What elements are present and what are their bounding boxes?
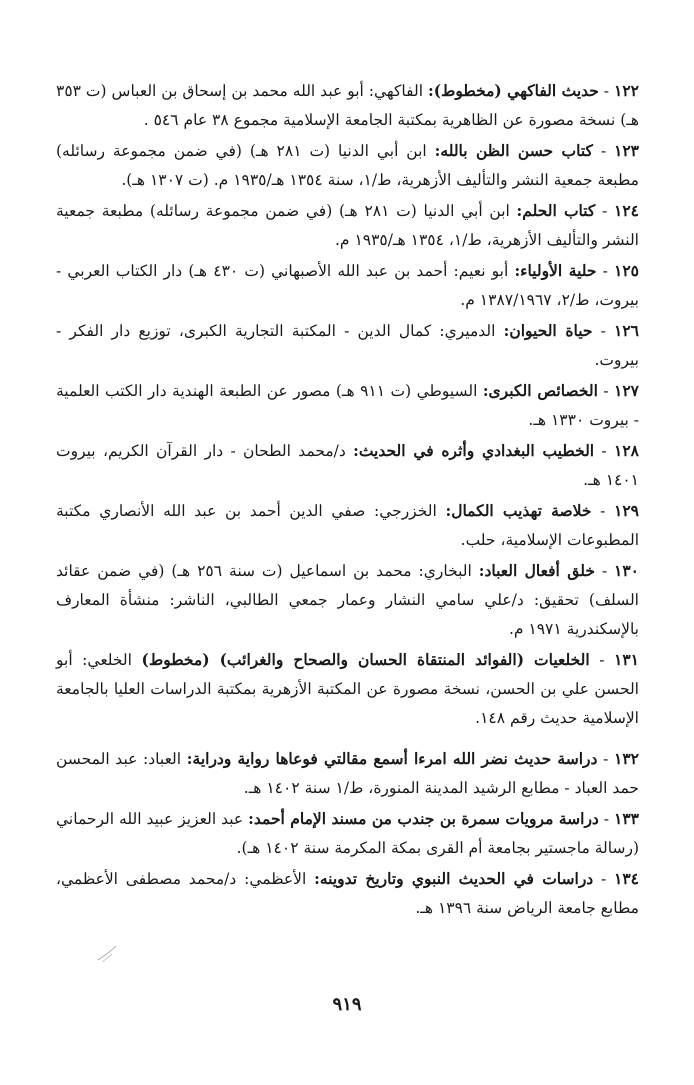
entry-127: ١٢٧ - الخصائص الكبرى: السيوطي (ت ٩١١ هـ) مصور عن الطبعة الهندية دار الكتب العلمية - بيروت ١٣٣٠ هـ. xyxy=(56,381,639,429)
entry-number: ١٢٤ xyxy=(614,201,639,220)
page-number: ٩١٩ xyxy=(332,994,362,1015)
entry-122: ١٢٢ - حديث الفاكهي (مخطوط): الفاكهي: أبو عبد الله محمد بن إسحاق بن العباس (ت ٣٥٣ هـ) نسخة مصورة عن الظاهرية بمكتبة الجامعة الإسلامية مجموع ٣٨ عام ٥٤٦ . xyxy=(56,81,639,129)
entry-text: د/محمد الطحان - دار القرآن الكريم، بيروت ١٤٠١ هـ. xyxy=(56,442,639,489)
entry-text: العباد: عبد المحسن حمد العباد - مطابع الرشيد المدينة المنورة، ط/١ سنة ١٤٠٢ هـ. xyxy=(56,750,639,797)
entry-131: ١٣١ - الخلعيات (الفوائد المنتقاة الحسان والصحاح والغرائب) (مخطوط) الخلعي: أبو الحسن علي بن الحسن، نسخة مصورة عن المكتبة الأزهرية بمكتبة الدراسات العليا بالجامعة الإسلامية حديث رقم ١٤٨. xyxy=(56,650,640,727)
entry-125: ١٢٥ - حلية الأولياء: أبو نعيم: أحمد بن عبد الله الأصبهاني (ت ٤٣٠ هـ) دار الكتاب العربي - بيروت، ط/٢، ١٣٨٧/١٩٦٧ م. xyxy=(56,261,640,309)
pencil-mark-icon xyxy=(96,942,118,964)
entry-number: ١٢٢ xyxy=(614,81,639,100)
entry-124: ١٢٤ - كتاب الحلم: ابن أبي الدنيا (ت ٢٨١ هـ) (في ضمن مجموعة رسائله) مطبعة جمعية النشر والتأليف الأزهرية، ط/١، ١٣٥٤ هـ/١٩٣٥ م. xyxy=(56,201,639,249)
entry-title: كتاب الحلم: xyxy=(516,201,596,220)
entry-title: حلية الأولياء: xyxy=(514,261,597,280)
entry-number: ١٣٢ xyxy=(614,749,639,768)
entry-text: ابن أبي الدنيا (ت ٢٨١ هـ) (في ضمن مجموعة رسائله) مطبعة جمعية النشر والتأليف الأزهرية، ط/١، سنة ١٣٥٤ هـ/١٩٣٥ م. (ت ١٣٠٧ هـ). xyxy=(56,142,639,189)
entry-128: ١٢٨ - الخطيب البغدادي وأثره في الحديث: د/محمد الطحان - دار القرآن الكريم، بيروت ١٤٠١ هـ. xyxy=(56,441,639,489)
entry-title: حياة الحيوان: xyxy=(503,321,593,340)
entry-number: ١٣٤ xyxy=(614,869,640,888)
entry-number: ١٣١ xyxy=(614,650,640,669)
entry-123: ١٢٣ - كتاب حسن الظن بالله: ابن أبي الدنيا (ت ٢٨١ هـ) (في ضمن مجموعة رسائله) مطبعة جمعية النشر والتأليف الأزهرية، ط/١، سنة ١٣٥٤ هـ/١٩٣٥ م. (ت ١٣٠٧ هـ). xyxy=(56,141,640,189)
entry-text: عبد العزيز عبيد الله الرحماني (رسالة ماجستير بجامعة أم القرى بمكة المكرمة سنة ١٤٠٢ هـ). xyxy=(56,810,639,857)
entry-title: الخطيب البغدادي وأثره في الحديث: xyxy=(353,441,595,460)
entry-text: ابن أبي الدنيا (ت ٢٨١ هـ) (في ضمن مجموعة رسائله) مطبعة جمعية النشر والتأليف الأزهرية، ط/١، ١٣٥٤ هـ/١٩٣٥ م. xyxy=(56,202,639,249)
entry-number: ١٣٣ xyxy=(614,809,639,828)
entry-130: ١٣٠ - خلق أفعال العباد: البخاري: محمد بن اسماعيل (ت سنة ٢٥٦ هـ) (في ضمن عقائد السلف) تحقيق: د/علي سامي النشار وعمار جمعي الطالبي، الناشر: منشأة المعارف بالإسكندرية ١٩٧١ م. xyxy=(56,561,640,638)
entry-number: ١٣٠ xyxy=(614,561,640,580)
entry-text: الدميري: كمال الدين - المكتبة التجارية الكبرى، توزيع دار الفكر - بيروت. xyxy=(56,322,639,369)
entry-text: الأعظمي: د/محمد مصطفى الأعظمي، مطابع جامعة الرياض سنة ١٣٩٦ هـ. xyxy=(56,870,639,917)
entry-133: ١٣٣ - دراسة مرويات سمرة بن جندب من مسند الإمام أحمد: عبد العزيز عبيد الله الرحماني (رسالة ماجستير بجامعة أم القرى بمكة المكرمة سنة ١٤٠٢ هـ). xyxy=(56,809,639,857)
bibliography-list xyxy=(56,76,639,924)
section-gap xyxy=(56,734,639,744)
entry-134: ١٣٤ - دراسات في الحديث النبوي وتاريخ تدوينه: الأعظمي: د/محمد مصطفى الأعظمي، مطابع جامعة الرياض سنة ١٣٩٦ هـ. xyxy=(56,869,640,917)
entry-number: ١٢٧ xyxy=(614,381,639,400)
entry-text: السيوطي (ت ٩١١ هـ) مصور عن الطبعة الهندية دار الكتب العلمية - بيروت ١٣٣٠ هـ. xyxy=(56,382,639,429)
entry-text: الخلعي: أبو الحسن علي بن الحسن، نسخة مصورة عن المكتبة الأزهرية بمكتبة الدراسات العليا بالجامعة الإسلامية حديث رقم ١٤٨. xyxy=(56,651,639,727)
entry-text: أبو نعيم: أحمد بن عبد الله الأصبهاني (ت ٤٣٠ هـ) دار الكتاب العربي - بيروت، ط/٢، ١٣٨٧/١٩٦٧ م. xyxy=(56,262,639,309)
entry-text: الخزرجي: صفي الدين أحمد بن عبد الله الأنصاري مكتبة المطبوعات الإسلامية، حلب. xyxy=(56,502,639,549)
entry-title: خلاصة تهذيب الكمال: xyxy=(445,501,592,520)
entry-number: ١٢٣ xyxy=(614,141,640,160)
entry-132: ١٣٢ - دراسة حديث نضر الله امرءا أسمع مقالتي فوعاها رواية ودراية: العباد: عبد المحسن حمد العباد - مطابع الرشيد المدينة المنورة، ط/١ سنة ١٤٠٢ هـ. xyxy=(56,749,639,797)
entry-text: البخاري: محمد بن اسماعيل (ت سنة ٢٥٦ هـ) (في ضمن عقائد السلف) تحقيق: د/علي سامي النشار وعمار جمعي الطالبي، الناشر: منشأة المعارف بالإسكندرية ١٩٧١ م. xyxy=(56,562,639,638)
entry-number: ١٢٨ xyxy=(614,441,639,460)
entry-title: حديث الفاكهي (مخطوط): xyxy=(427,81,599,100)
entry-title: دراسات في الحديث النبوي وتاريخ تدوينه: xyxy=(314,869,594,888)
entry-126: ١٢٦ - حياة الحيوان: الدميري: كمال الدين - المكتبة التجارية الكبرى، توزيع دار الفكر - بيروت. xyxy=(56,321,639,369)
entry-title: خلق أفعال العباد: xyxy=(478,561,595,580)
entry-text: الفاكهي: أبو عبد الله محمد بن إسحاق بن العباس (ت ٣٥٣ هـ) نسخة مصورة عن الظاهرية بمكتبة الجامعة الإسلامية مجموع ٣٨ عام ٥٤٦ . xyxy=(56,82,639,129)
entry-title: دراسة حديث نضر الله امرءا أسمع مقالتي فوعاها رواية ودراية: xyxy=(186,749,598,768)
entry-number: ١٢٦ xyxy=(614,321,639,340)
entry-number: ١٢٩ xyxy=(614,501,640,520)
entry-title: الخلعيات (الفوائد المنتقاة الحسان والصحاح والغرائب) (مخطوط) xyxy=(141,650,590,669)
entry-title: الخصائص الكبرى: xyxy=(482,381,598,400)
entry-129: ١٢٩ - خلاصة تهذيب الكمال: الخزرجي: صفي الدين أحمد بن عبد الله الأنصاري مكتبة المطبوعات الإسلامية، حلب. xyxy=(56,501,640,549)
entry-number: ١٢٥ xyxy=(614,261,640,280)
entry-title: دراسة مرويات سمرة بن جندب من مسند الإمام أحمد: xyxy=(248,809,599,828)
entry-title: كتاب حسن الظن بالله: xyxy=(434,141,593,160)
